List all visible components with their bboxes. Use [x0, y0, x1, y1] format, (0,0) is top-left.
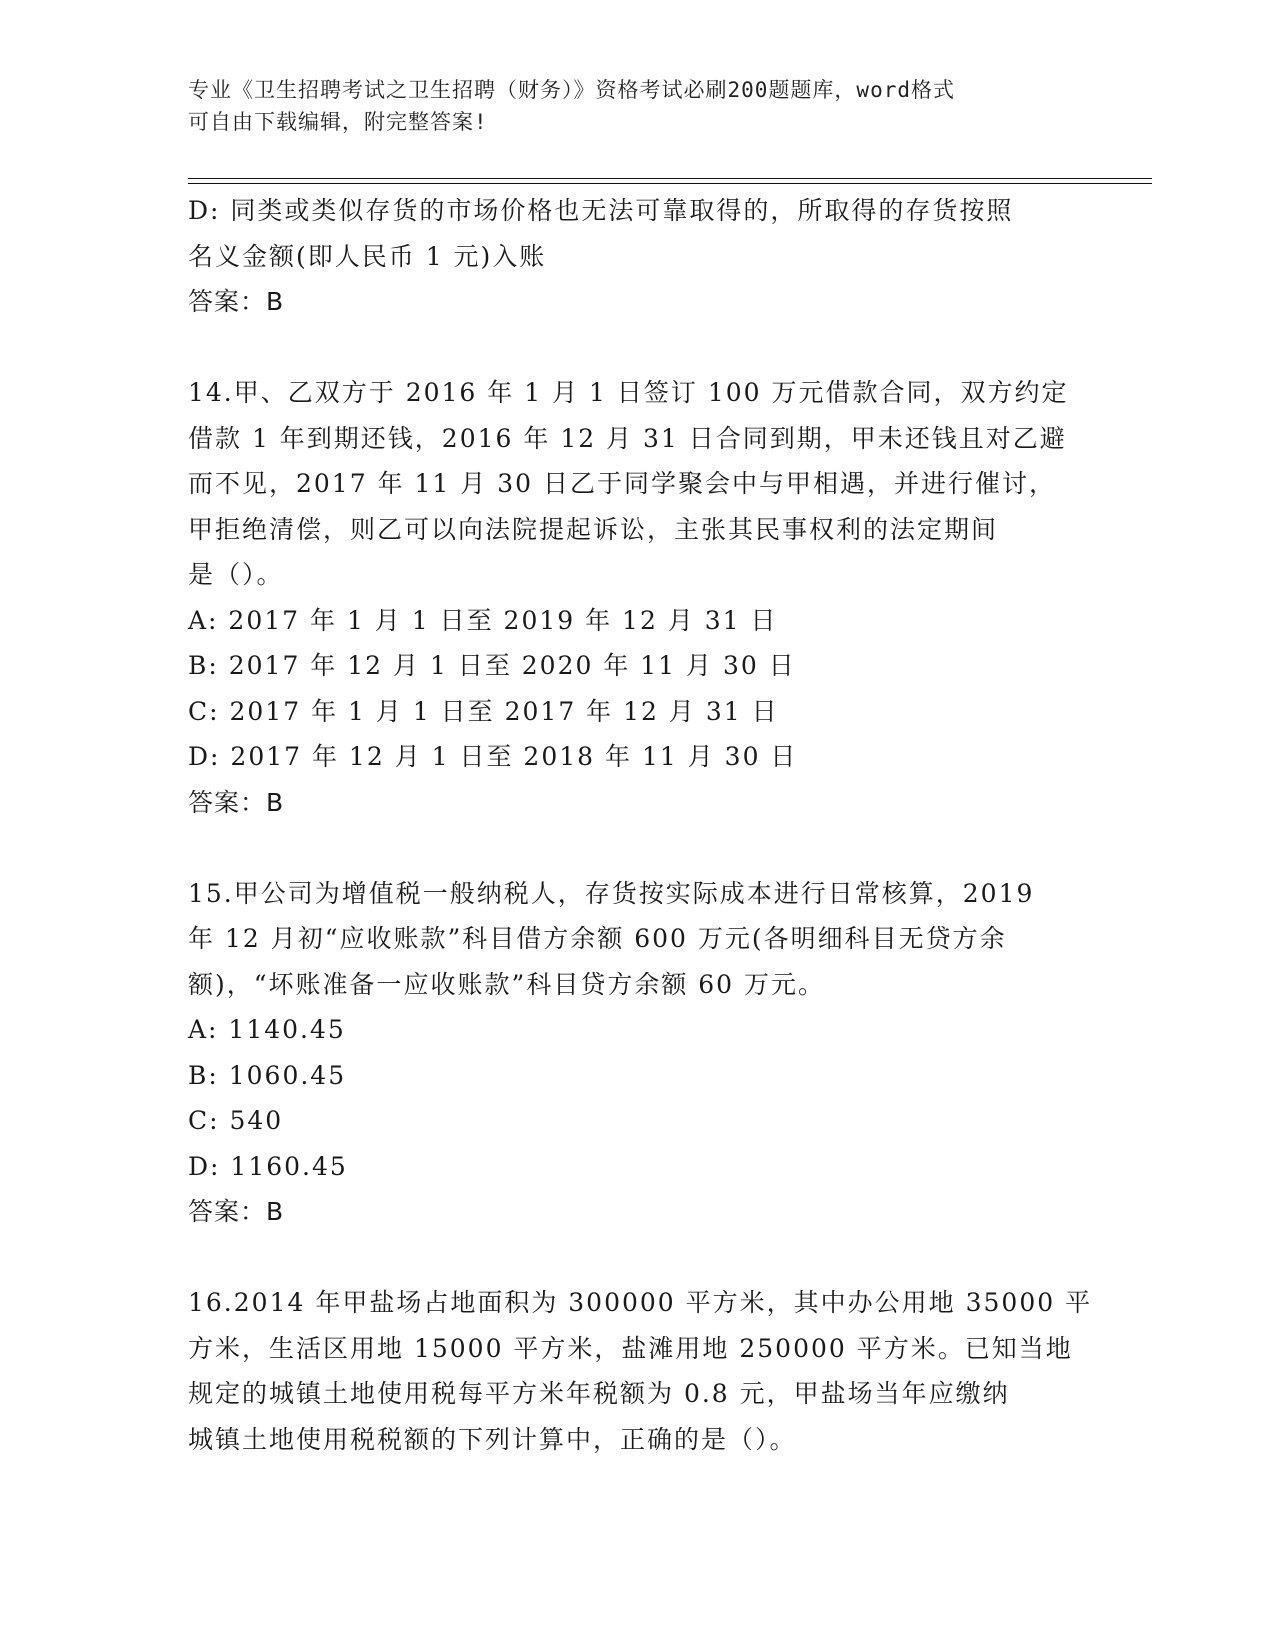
answer-line: 答案：B [188, 787, 285, 817]
question-stem-line: 规定的城镇土地使用税每平方米年税额为 0.8 元，甲盐场当年应缴纳 [188, 1379, 1010, 1408]
question-stem-line: 是（）。 [188, 560, 284, 589]
question-16 [188, 1280, 1093, 1462]
answer-line: 答案：B [188, 287, 285, 316]
spacer [188, 1235, 1088, 1281]
question-stem-line: 额)，“坏账准备一应收账款”科目贷方余额 60 万元。 [188, 969, 826, 999]
spacer [188, 825, 1088, 871]
question-stem-line: 城镇土地使用税税额的下列计算中，正确的是（）。 [188, 1424, 797, 1454]
spacer [188, 325, 1088, 371]
header-divider-top [188, 178, 1152, 179]
page-header [188, 74, 1068, 138]
question-13-tail [188, 188, 1088, 325]
document-body [188, 188, 1093, 1462]
header-title-line-2: 可自由下载编辑，附完整答案! [188, 110, 488, 134]
question-stem-line: 而不见，2017 年 11 月 30 日乙于同学聚会中与甲相遇，并进行催讨， [188, 469, 1056, 498]
question-15 [188, 871, 1088, 1235]
question-stem-line: 方米，生活区用地 15000 平方米，盐滩用地 250000 平方米。已知当地 [188, 1333, 1073, 1363]
header-title-line-1: 专业《卫生招聘考试之卫生招聘（财务）》资格考试必刷200题题库，word格式 [188, 78, 955, 102]
option-a: A: 1140.45 [188, 1015, 346, 1044]
answer-line: 答案：B [188, 1197, 285, 1226]
option-d-continued: 名义金额(即人民币 1 元)入账 [188, 241, 547, 271]
question-stem-line: 14.甲、乙双方于 2016 年 1 月 1 日签订 100 万元借款合同，双方约定 [188, 378, 1069, 407]
question-14 [188, 370, 1088, 825]
question-stem-line: 16.2014 年甲盐场占地面积为 300000 平方米，其中办公用地 35000 平 [188, 1288, 1093, 1317]
option-a: A: 2017 年 1 月 1 日至 2019 年 12 月 31 日 [188, 605, 778, 635]
option-b: B: 1060.45 [188, 1060, 347, 1090]
question-stem-line: 借款 1 年到期还钱，2016 年 12 月 31 日合同到期，甲未还钱且对乙避 [188, 423, 1067, 453]
option-d: D: 2017 年 12 月 1 日至 2018 年 11 月 30 日 [188, 742, 798, 771]
option-c: C: 540 [188, 1106, 284, 1135]
header-divider-bottom [188, 183, 1152, 184]
question-stem-line: 15.甲公司为增值税一般纳税人，存货按实际成本进行日常核算，2019 [188, 878, 1035, 908]
option-b: B: 2017 年 12 月 1 日至 2020 年 11 月 30 日 [188, 651, 796, 680]
option-d: D: 同类或类似存货的市场价格也无法可靠取得的，所取得的存货按照 [188, 196, 1014, 225]
option-c: C: 2017 年 1 月 1 日至 2017 年 12 月 31 日 [188, 696, 779, 726]
option-d: D: 1160.45 [188, 1151, 348, 1181]
question-stem-line: 年 12 月初“应收账款”科目借方余额 600 万元(各明细科目无贷方余 [188, 924, 1007, 953]
question-stem-line: 甲拒绝清偿，则乙可以向法院提起诉讼，主张其民事权利的法定期间 [188, 514, 999, 544]
